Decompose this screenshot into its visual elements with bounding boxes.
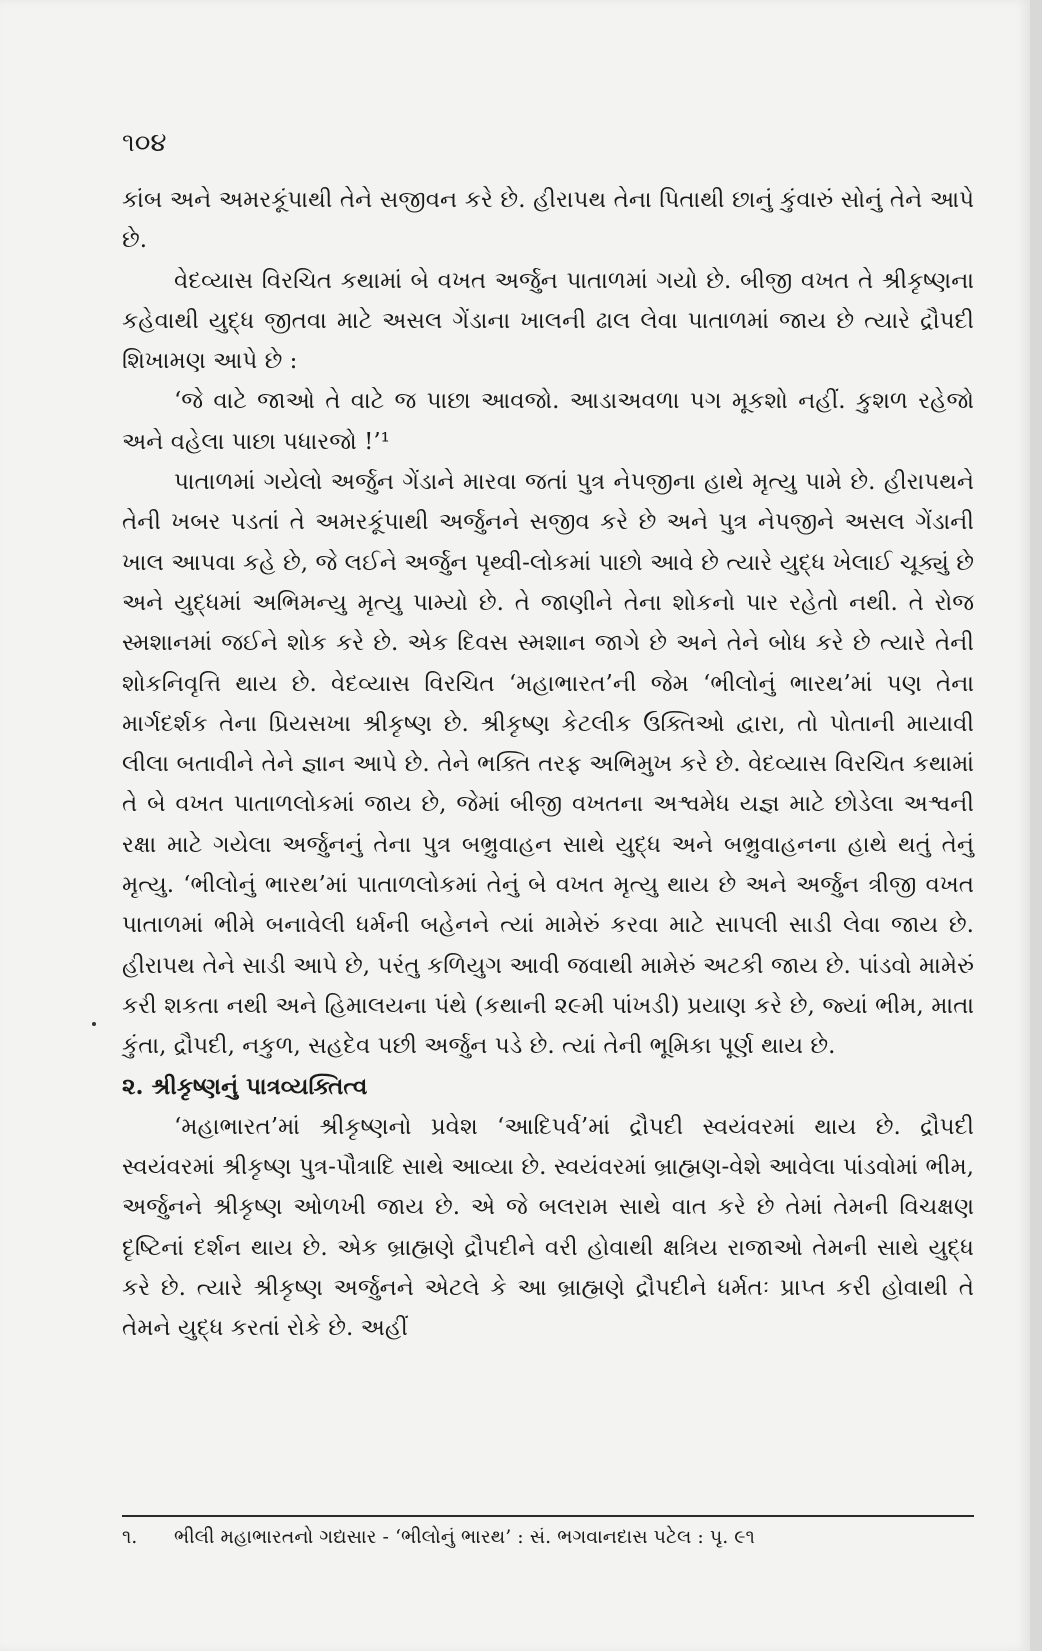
paragraph-vedvyas: વેદવ્યાસ વિરચિત કથામાં બે વખત અર્જુન પાતાળમાં ગયો છે. બીજી વખત તે શ્રીકૃષ્ણના કહેવાથી યુદ્ધ જીતવા માટે અસલ ગેંડાના ખાલની ઢાલ લેવા પાતાળમાં જાય છે ત્યારે દ્રૌપદી શિખામણ આપે છે : bbox=[122, 267, 974, 375]
quotation-draupadi: ‘જે વાટે જાઓ તે વાટે જ પાછા આવજો. આડાઅવળા પગ મૂકશો નહીં. કુશળ રહેજો અને વહેલા પાછા પધારજો !’¹ bbox=[122, 388, 974, 455]
footnote-number: ૧. bbox=[122, 1526, 138, 1548]
body-text bbox=[122, 180, 974, 1349]
footnote-divider bbox=[122, 1515, 974, 1517]
paragraph-continuation: કાંબ અને અમરકૂંપાથી તેને સજીવન કરે છે. હીરાપથ તેના પિતાથી છાનું કુંવારું સોનું તેને આપે છે. bbox=[122, 187, 974, 254]
margin-dot bbox=[92, 1022, 96, 1026]
footnote-text: ભીલી મહાભારતનો ગદ્યસાર - ‘ભીલોનું ભારથ’ : સં. ભગવાનદાસ પટેલ : પૃ. ૯૧ bbox=[174, 1526, 755, 1548]
section-heading: ૨. શ્રીકૃષ્ણનું પાત્રવ્યક્તિત્વ bbox=[122, 1072, 368, 1100]
page-edge-shadow bbox=[1030, 0, 1042, 1651]
footnote bbox=[122, 1522, 974, 1552]
paragraph-shrikrishna: ‘મહાભારત’માં શ્રીકૃષ્ણનો પ્રવેશ ‘આદિપર્વ’માં દ્રૌપદી સ્વયંવરમાં થાય છે. દ્રૌપદી સ્વયંવરમાં શ્રીકૃષ્ણ પુત્ર-પૌત્રાદિ સાથે આવ્યા છે. સ્વયંવરમાં બ્રાહ્મણ-વેશે આવેલા પાંડવોમાં ભીમ, અર્જુનને શ્રીકૃષ્ણ ઓળખી જાય છે. એ જે બલરામ સાથે વાત કરે છે તેમાં તેમની વિચક્ષણ દૃષ્ટિનાં દર્શન થાય છે. એક બ્રાહ્મણે દ્રૌપદીને વરી હોવાથી ક્ષત્રિય રાજાઓ તેમની સાથે યુદ્ધ કરે છે. ત્યારે શ્રીકૃષ્ણ અર્જુનને એટલે કે આ બ્રાહ્મણે દ્રૌપદીને ધર્મતઃ પ્રાપ્ત કરી હોવાથી તે તેમને યુદ્ધ કરતાં રોકે છે. અહીં bbox=[122, 1113, 974, 1342]
paragraph-arjun-patal: પાતાળમાં ગયેલો અર્જુન ગેંડાને મારવા જતાં પુત્ર નેપજીના હાથે મૃત્યુ પામે છે. હીરાપથને તેની ખબર પડતાં તે અમરકૂંપાથી અર્જુનને સજીવ કરે છે અને પુત્ર નેપજીને અસલ ગેંડાની ખાલ આપવા કહે છે, જે લઈને અર્જુન પૃથ્વી-લોકમાં પાછો આવે છે ત્યારે યુદ્ધ ખેલાઈ ચૂક્યું છે અને યુદ્ધમાં અભિમન્યુ મૃત્યુ પામ્યો છે. તે જાણીને તેના શોકનો પાર રહેતો નથી. તે રોજ સ્મશાનમાં જઈને શોક કરે છે. એક દિવસ સ્મશાન જાગે છે અને તેને બોધ કરે છે ત્યારે તેની શોકનિવૃત્તિ થાય છે. વેદવ્યાસ વિરચિત ‘મહાભારત’ની જેમ ‘ભીલોનું ભારથ’માં પણ તેના માર્ગદર્શક તેના પ્રિયસખા શ્રીકૃષ્ણ છે. શ્રીકૃષ્ણ કેટલીક ઉક્તિઓ દ્વારા, તો પોતાની માયાવી લીલા બતાવીને તેને જ્ઞાન આપે છે. તેને ભક્તિ તરફ અભિમુખ કરે છે. વેદવ્યાસ વિરચિત કથામાં તે બે વખત પાતાળલોકમાં જાય છે, જેમાં બીજી વખતના અશ્વમેધ યજ્ઞ માટે છોડેલા અશ્વની રક્ષા માટે ગયેલા અર્જુનનું તેના પુત્ર બભ્રુવાહન સાથે યુદ્ધ અને બભ્રુવાહનના હાથે થતું તેનું મૃત્યુ. ‘ભીલોનું ભારથ’માં પાતાળલોકમાં તેનું બે વખત મૃત્યુ થાય છે અને અર્જુન ત્રીજી વખત પાતાળમાં ભીમે બનાવેલી ધર્મની બહેનને ત્યાં મામેરું કરવા માટે સાપલી સાડી લેવા જાય છે. હીરાપથ તેને સાડી આપે છે, પરંતુ કળિયુગ આવી જવાથી મામેરું અટકી જાય છે. પાંડવો મામેરું કરી શકતા નથી અને હિમાલયના પંથે (કથાની ૨૯મી પાંખડી) પ્રયાણ કરે છે, જ્યાં ભીમ, માતા કુંતા, દ્રૌપદી, નકુળ, સહદેવ પછી અર્જુન પડે છે. ત્યાં તેની ભૂમિકા પૂર્ણ થાય છે. bbox=[122, 469, 974, 1060]
page-number: ૧૦૪ bbox=[122, 128, 167, 158]
